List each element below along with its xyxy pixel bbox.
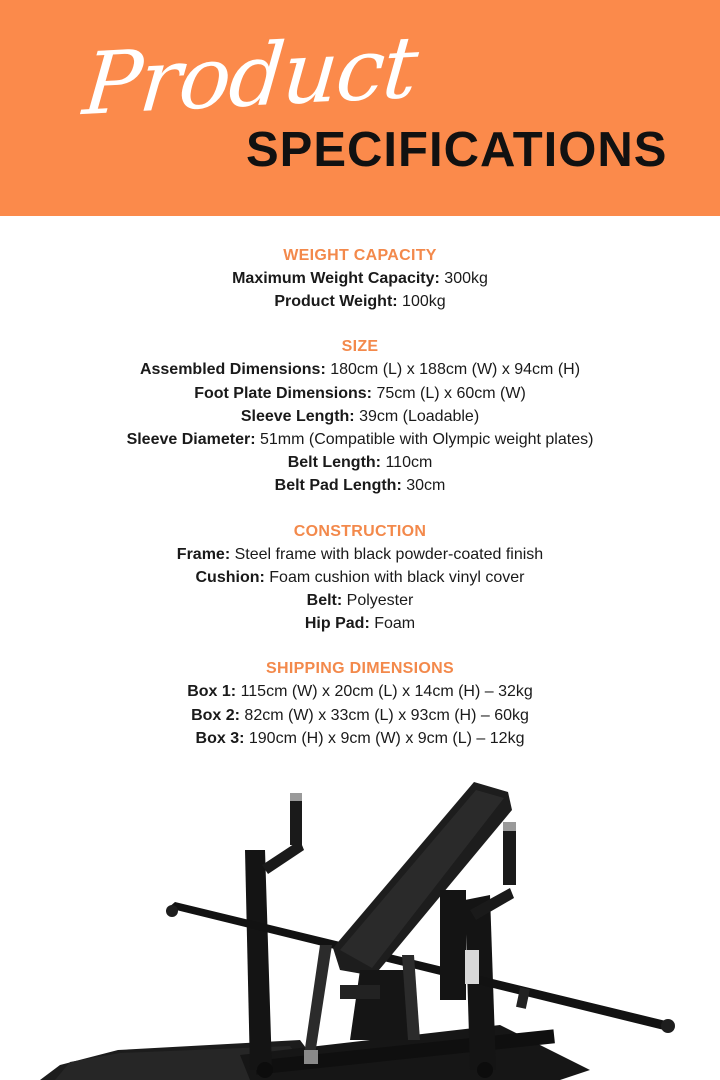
spec-row <box>0 704 720 727</box>
spec-row <box>0 451 720 474</box>
spec-label: Box 1: <box>187 683 237 701</box>
script-title: Product <box>79 17 421 135</box>
spec-row <box>0 358 720 381</box>
specs-content <box>0 244 720 772</box>
section-title: WEIGHT CAPACITY <box>283 247 437 264</box>
spec-label: Hip Pad: <box>304 615 370 633</box>
spec-label: Maximum Weight Capacity: <box>232 270 440 287</box>
spec-label: Sleeve Diameter: <box>126 431 256 449</box>
spec-value: Foam cushion with black vinyl cover <box>264 568 525 586</box>
spec-label: Belt Pad Length: <box>274 477 402 495</box>
spec-label: Box 2: <box>191 706 240 724</box>
spec-label: Box 3: <box>195 729 245 747</box>
spec-label: Sleeve Length: <box>240 407 355 425</box>
section-title: SIZE <box>341 338 379 356</box>
spec-label: Belt: <box>306 592 343 610</box>
spec-value: 190cm (H) x 9cm (W) x 9cm (L) – 12kg <box>244 729 525 747</box>
spec-value: 180cm (L) x 188cm (W) x 94cm (H) <box>325 361 581 379</box>
spec-label: Cushion: <box>195 568 265 586</box>
spec-value: Foam <box>369 615 416 633</box>
spec-label: Foot Plate Dimensions: <box>194 384 372 402</box>
spec-row <box>0 612 720 635</box>
spec-value: Polyester <box>342 592 414 610</box>
spec-value: 30cm <box>401 477 446 495</box>
spec-row <box>0 382 720 405</box>
spec-row <box>0 267 720 290</box>
belt-squat-machine-icon <box>0 770 720 1080</box>
spec-value: Steel frame with black powder-coated finish <box>230 545 544 563</box>
section-construction <box>0 520 720 636</box>
spec-row <box>0 543 720 566</box>
spec-label: Product Weight: <box>274 293 398 311</box>
section-title: CONSTRUCTION <box>293 522 427 540</box>
spec-row <box>0 474 720 497</box>
section-size <box>0 335 720 497</box>
spec-row <box>0 290 720 313</box>
spec-value: 100kg <box>397 293 446 311</box>
section-shipping-dimensions <box>0 657 720 750</box>
spec-value: 51mm (Compatible with Olympic weight plates) <box>255 431 594 449</box>
spec-value: 39cm (Loadable) <box>354 407 480 425</box>
spec-row <box>0 589 720 612</box>
spec-value: 110cm <box>381 454 433 472</box>
product-image <box>0 770 720 1080</box>
section-title: SHIPPING DIMENSIONS <box>266 660 454 678</box>
spec-value: 75cm (L) x 60cm (W) <box>372 384 526 402</box>
spec-label: Belt Length: <box>287 454 382 472</box>
spec-value: 300kg <box>439 270 488 287</box>
spec-label: Frame: <box>176 545 231 563</box>
spec-value: 82cm (W) x 33cm (L) x 93cm (H) – 60kg <box>239 706 529 724</box>
spec-row <box>0 405 720 428</box>
page-title: SPECIFICATIONS <box>246 123 668 177</box>
section-weight-capacity <box>0 244 720 313</box>
spec-row <box>0 680 720 703</box>
spec-row <box>0 428 720 451</box>
spec-label: Assembled Dimensions: <box>139 361 326 379</box>
spec-row <box>0 727 720 750</box>
spec-row <box>0 566 720 589</box>
header-banner <box>0 0 720 216</box>
spec-value: 115cm (W) x 20cm (L) x 14cm (H) – 32kg <box>236 683 533 701</box>
